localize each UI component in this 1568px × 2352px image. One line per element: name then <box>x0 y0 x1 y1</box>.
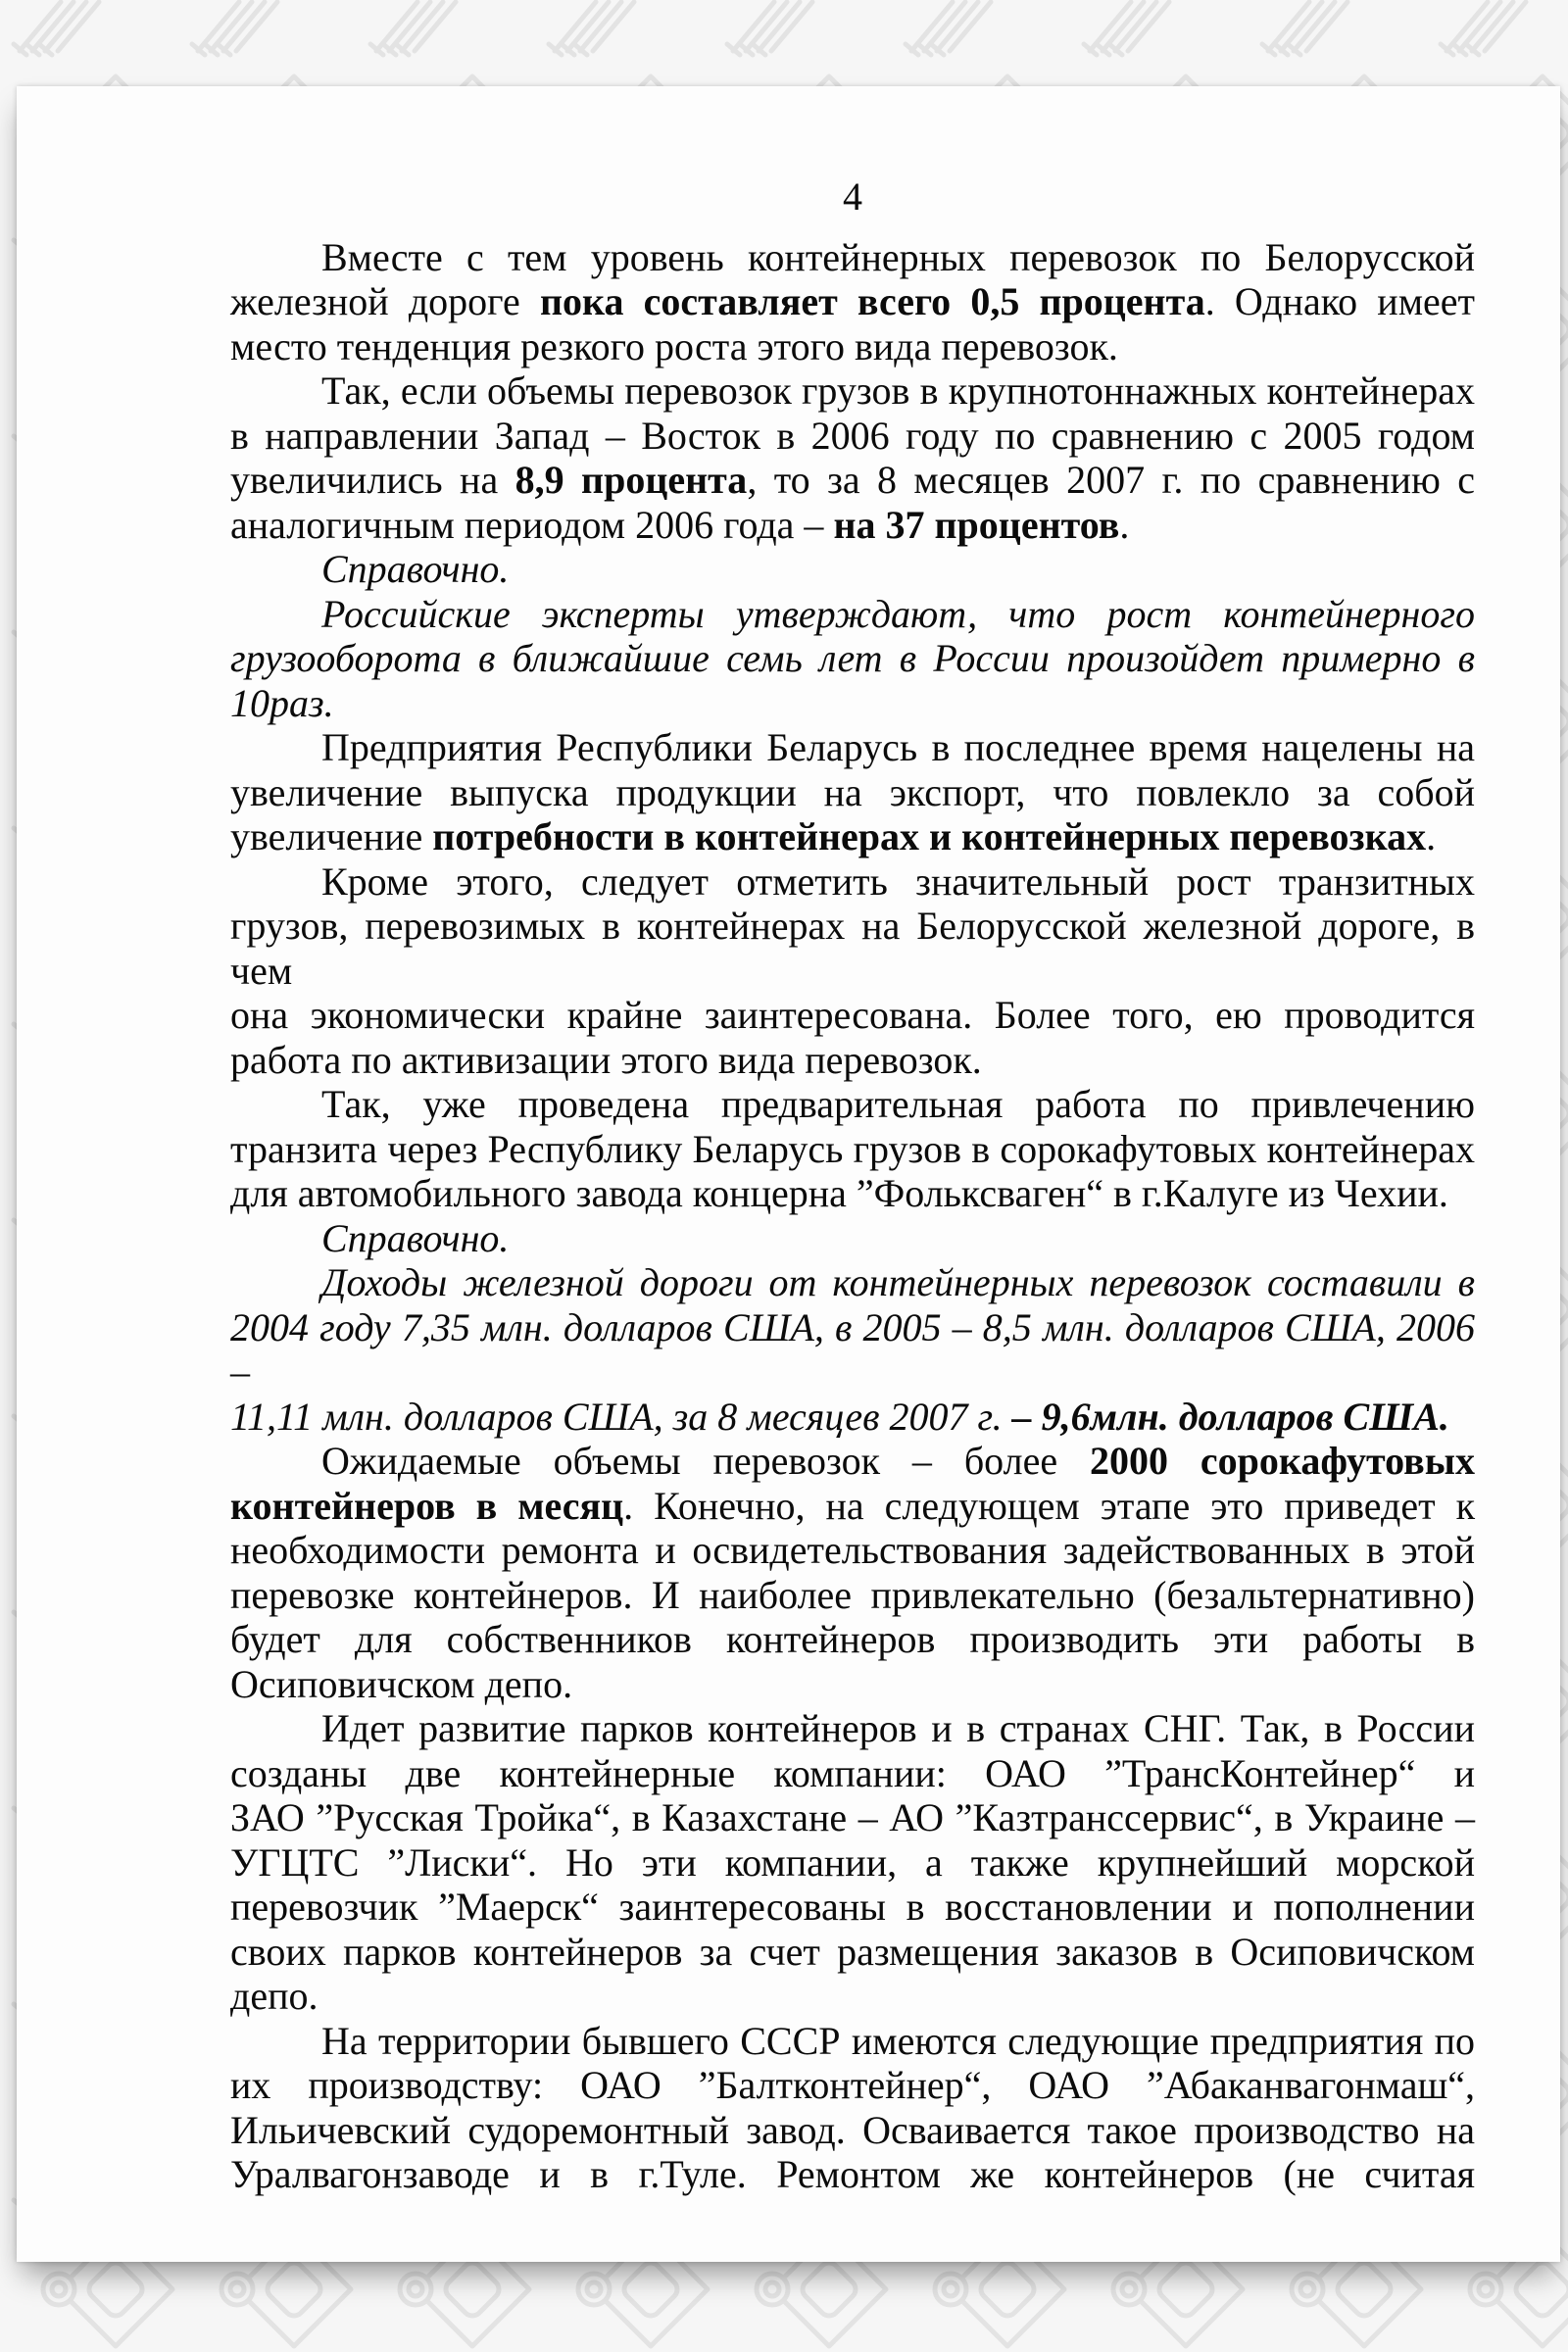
text-line <box>230 814 1475 859</box>
text-run: будет для собственников контейнеров производить эти работы в <box>230 1617 1475 1661</box>
text-run: . <box>1426 814 1437 858</box>
text-run-i: Справочно. <box>321 1215 510 1260</box>
document-page <box>17 86 1560 2262</box>
text-line <box>230 1260 1475 1305</box>
text-run: железной дороге <box>230 279 540 323</box>
text-run-b: 8,9 процента <box>514 458 748 502</box>
text-line <box>230 368 1475 414</box>
text-run-i: 2004 году 7,35 млн. долларов США, в 2005 – 8,5 млн. долларов США, 2006 – <box>230 1304 1475 1394</box>
text-run: в направлении Запад – Восток в 2006 году по сравнению с 2005 годом <box>230 413 1475 458</box>
text-line <box>230 1573 1475 1618</box>
text-line <box>230 993 1475 1038</box>
text-line <box>230 725 1475 770</box>
text-line <box>230 1082 1475 1127</box>
text-run: перевозке контейнеров. И наиболее привлекательно (безальтернативно) <box>230 1572 1475 1617</box>
text-line <box>230 592 1475 637</box>
text-run: Кроме этого, следует отметить значительный рост транзитных <box>321 858 1475 904</box>
text-run: их производству: ОАО ”Балтконтейнер“, ОАО ”Абаканвагонмаш“, <box>230 2063 1475 2107</box>
text-line <box>230 681 1475 726</box>
text-run: ЗАО ”Русская Тройка“, в Казахстане – АО ”Казтранссервис“, в Украине – <box>230 1795 1475 1839</box>
text-line <box>230 458 1475 503</box>
text-line <box>230 1885 1475 1930</box>
text-run: грузов, перевозимых в контейнерах на Белорусской железной дороге, в чем <box>230 904 1475 993</box>
text-run: Предприятия Республики Беларусь в последнее время нацелены на <box>321 725 1475 769</box>
text-line <box>230 1305 1475 1395</box>
text-line <box>230 1528 1475 1573</box>
text-line <box>230 1216 1475 1261</box>
text-run: . <box>1119 502 1130 547</box>
text-run-b: потребности в контейнерах и контейнерных перевозках <box>432 814 1427 858</box>
text-run: Ожидаемые объемы перевозок – более <box>321 1439 1091 1483</box>
text-line <box>230 1127 1475 1172</box>
text-run: , то за 8 месяцев 2007 г. по сравнению с <box>747 458 1475 502</box>
text-line <box>230 1038 1475 1083</box>
text-run: Уралвагонзаводе и в г.Туле. Ремонтом же контейнеров (не считая <box>230 2152 1475 2196</box>
text-run: Вместе с тем уровень контейнерных перевозок по Белорусской <box>321 234 1475 279</box>
text-line <box>230 1930 1475 1975</box>
text-run: Осиповичском депо. <box>230 1661 573 1706</box>
text-line <box>230 1751 1475 1796</box>
text-run: работа по активизации этого вида перевозок. <box>230 1037 982 1082</box>
text-run-b: на 37 процентов <box>833 502 1120 547</box>
text-line <box>230 324 1475 369</box>
text-run: перевозчик ”Маерск“ заинтересованы в восстановлении и пополнении <box>230 1885 1475 1929</box>
text-run-b: контейнеров в месяц <box>230 1483 624 1528</box>
text-line <box>230 2019 1475 2064</box>
text-run-bi: – 9,6млн. долларов США. <box>1011 1394 1449 1439</box>
text-line <box>230 1840 1475 1886</box>
text-line <box>230 1974 1475 2019</box>
text-run: для автомобильного завода концерна ”Фольксваген“ в г.Калуге из Чехии. <box>230 1171 1448 1215</box>
text-line <box>230 414 1475 459</box>
text-run: Так, уже проведена предварительная работа по привлечению <box>321 1082 1475 1126</box>
text-run-i: грузооборота в ближайшие семь лет в России произойдет примерно в <box>230 636 1475 680</box>
text-line <box>230 1484 1475 1529</box>
text-line <box>230 1706 1475 1751</box>
text-line <box>230 1395 1475 1440</box>
text-run: увеличение <box>230 814 433 858</box>
text-run: . Конечно, на следующем этапе это приведет к <box>623 1483 1475 1528</box>
text-run: . Однако имеет <box>1204 279 1475 323</box>
text-run-i: Справочно. <box>321 547 510 591</box>
text-run: транзита через Республику Беларусь грузов в сорокафутовых контейнерах <box>230 1126 1475 1171</box>
text-line <box>230 2108 1475 2153</box>
document-body <box>230 235 1475 2197</box>
text-line <box>230 1617 1475 1662</box>
text-run-b: 2000 сорокафутовых <box>1090 1439 1476 1483</box>
text-run: увеличились на <box>230 458 515 502</box>
text-line <box>230 770 1475 815</box>
text-line <box>230 279 1475 324</box>
text-run-i: 11,11 млн. долларов США, за 8 месяцев 2007 г. <box>230 1394 1012 1439</box>
page-number: 4 <box>843 174 862 219</box>
text-line <box>230 547 1475 592</box>
text-run: своих парков контейнеров за счет размещения заказов в Осиповичском <box>230 1929 1475 1974</box>
text-line <box>230 235 1475 280</box>
text-run: Ильичевский судоремонтный завод. Осваивается такое производство на <box>230 2107 1475 2152</box>
text-line <box>230 503 1475 548</box>
text-run-i: 10раз. <box>230 680 334 725</box>
text-line <box>230 859 1475 905</box>
text-run-b: пока составляет всего 0,5 процента <box>539 279 1205 323</box>
text-run: Так, если объемы перевозок грузов в крупнотоннажных контейнерах <box>321 368 1475 413</box>
text-line <box>230 1795 1475 1840</box>
text-run: увеличение выпуска продукции на экспорт, что повлекло за собой <box>230 769 1475 814</box>
text-run-i: Российские эксперты утверждают, что рост контейнерного <box>321 591 1475 636</box>
text-run: УГЦТС ”Лиски“. Но эти компании, а также крупнейший морской <box>230 1839 1475 1885</box>
text-line <box>230 904 1475 993</box>
text-run-i: Доходы железной дороги от контейнерных перевозок составили в <box>321 1260 1475 1304</box>
text-line <box>230 1171 1475 1216</box>
text-run: На территории бывшего СССР имеются следующие предприятия по <box>321 2018 1475 2063</box>
text-run: место тенденция резкого роста этого вида перевозок. <box>230 323 1118 368</box>
text-run: Идет развитие парков контейнеров и в странах СНГ. Так, в России <box>321 1706 1475 1750</box>
text-line <box>230 636 1475 681</box>
text-line <box>230 2063 1475 2108</box>
text-run: она экономически крайне заинтересована. Более того, ею проводится <box>230 993 1475 1037</box>
text-line <box>230 1662 1475 1707</box>
text-run: аналогичным периодом 2006 года – <box>230 502 834 547</box>
text-line <box>230 1439 1475 1484</box>
text-line <box>230 2152 1475 2197</box>
text-run: созданы две контейнерные компании: ОАО ”ТрансКонтейнер“ и <box>230 1750 1475 1795</box>
text-run: необходимости ремонта и освидетельствования задействованных в этой <box>230 1528 1475 1572</box>
text-run: депо. <box>230 1974 318 2018</box>
